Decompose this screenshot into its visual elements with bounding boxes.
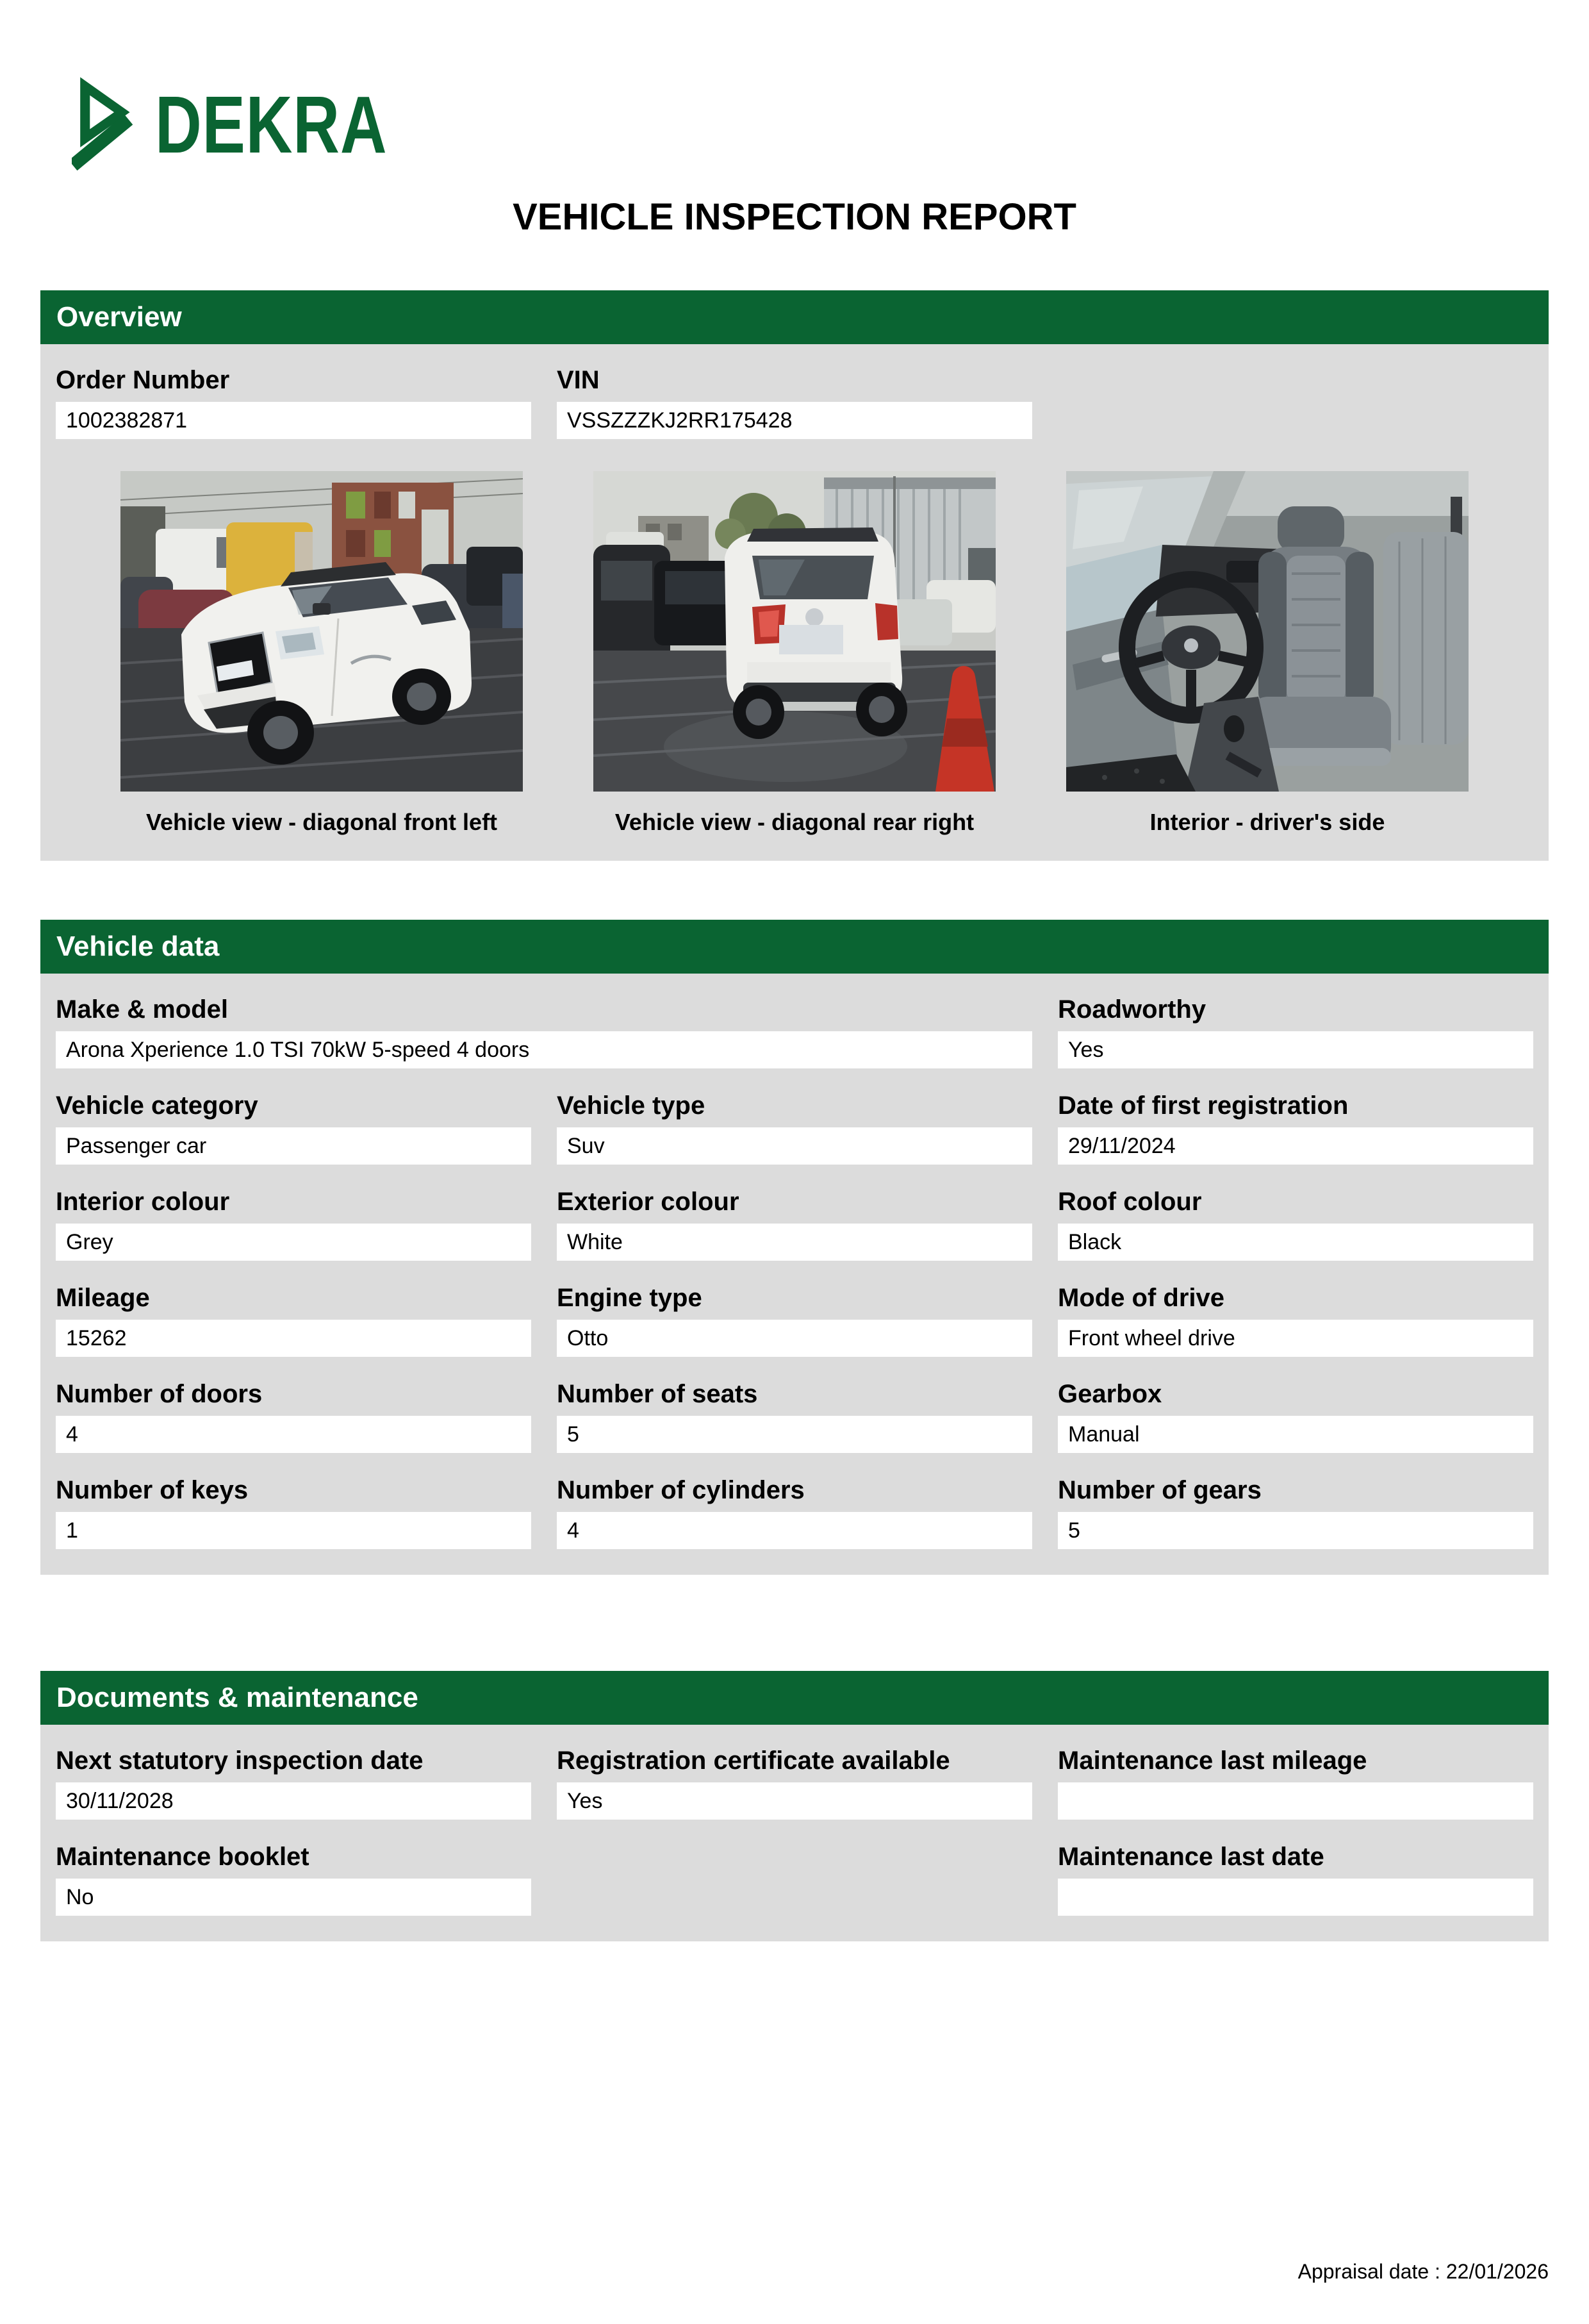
field-maintenance-last-mileage xyxy=(1058,1747,1533,1820)
field-mileage xyxy=(56,1284,531,1357)
field-label: Mileage xyxy=(56,1284,150,1312)
photo-caption: Interior - driver's side xyxy=(1149,809,1385,835)
field-label: Maintenance last date xyxy=(1058,1843,1324,1871)
field-engine-type xyxy=(557,1284,1032,1357)
photo-front-left-image xyxy=(120,471,523,792)
overview-header: Overview xyxy=(40,290,1549,344)
field-mode-of-drive xyxy=(1058,1284,1533,1357)
field-value: 5 xyxy=(557,1416,1032,1453)
field-value: Manual xyxy=(1058,1416,1533,1453)
vehicle-photos xyxy=(56,471,1533,792)
field-number-of-seats xyxy=(557,1380,1032,1453)
field-label: Order Number xyxy=(56,366,230,394)
field-label: Next statutory inspection date xyxy=(56,1747,424,1775)
section-documents-maintenance xyxy=(40,1671,1549,1941)
field-number-of-doors xyxy=(56,1380,531,1453)
field-value: Yes xyxy=(557,1782,1032,1820)
documents-body xyxy=(40,1725,1549,1941)
field-value: Front wheel drive xyxy=(1058,1320,1533,1357)
report-page xyxy=(40,76,1549,1941)
field-value: 4 xyxy=(56,1416,531,1453)
field-label: Roof colour xyxy=(1058,1188,1202,1216)
caption-row xyxy=(56,792,1533,835)
field-exterior-colour xyxy=(557,1188,1032,1261)
field-value: Arona Xperience 1.0 TSI 70kW 5-speed 4 doors xyxy=(56,1031,1032,1068)
field-value: Grey xyxy=(56,1224,531,1261)
vehicle-data-body xyxy=(40,974,1549,1575)
photo-interior xyxy=(1066,471,1469,792)
overview-body xyxy=(40,344,1549,861)
field-value: No xyxy=(56,1879,531,1916)
field-label: Number of doors xyxy=(56,1380,263,1408)
field-value: Black xyxy=(1058,1224,1533,1261)
field-vehicle-category xyxy=(56,1091,531,1165)
field-label: Engine type xyxy=(557,1284,702,1312)
field-label: Number of gears xyxy=(1058,1476,1262,1504)
documents-header: Documents & maintenance xyxy=(40,1671,1549,1725)
field-label: Number of keys xyxy=(56,1476,249,1504)
overview-fields xyxy=(56,366,1533,439)
photo-rear-right xyxy=(593,471,996,792)
photo-interior-image xyxy=(1066,471,1469,792)
field-value: 4 xyxy=(557,1512,1032,1549)
page-title: VEHICLE INSPECTION REPORT xyxy=(513,196,1076,238)
section-vehicle-data xyxy=(40,920,1549,1575)
field-label: VIN xyxy=(557,366,600,394)
field-roadworthy xyxy=(1058,995,1533,1068)
field-gearbox xyxy=(1058,1380,1533,1453)
field-label: Number of seats xyxy=(557,1380,758,1408)
photo-caption: Vehicle view - diagonal rear right xyxy=(614,809,975,835)
dekra-wordmark: DEKRA xyxy=(155,79,388,170)
field-first-registration xyxy=(1058,1091,1533,1165)
field-value: 29/11/2024 xyxy=(1058,1127,1533,1165)
field-value: 1002382871 xyxy=(56,402,531,439)
field-label: Vehicle type xyxy=(557,1091,705,1120)
field-label: Roadworthy xyxy=(1058,995,1206,1024)
photo-caption: Vehicle view - diagonal front left xyxy=(145,809,498,835)
field-label: Date of first registration xyxy=(1058,1091,1349,1120)
field-value xyxy=(1058,1879,1533,1916)
dekra-arrow-icon xyxy=(72,76,136,173)
field-label: Gearbox xyxy=(1058,1380,1162,1408)
photo-rear-right-image xyxy=(593,471,996,792)
field-label: Exterior colour xyxy=(557,1188,739,1216)
field-value: 30/11/2028 xyxy=(56,1782,531,1820)
field-value: 1 xyxy=(56,1512,531,1549)
field-label: Vehicle category xyxy=(56,1091,258,1120)
documents-fields xyxy=(56,1747,1533,1916)
field-value: White xyxy=(557,1224,1032,1261)
field-value: Passenger car xyxy=(56,1127,531,1165)
field-maintenance-booklet xyxy=(56,1843,531,1916)
photo-front-left xyxy=(120,471,523,792)
field-value: 5 xyxy=(1058,1512,1533,1549)
field-interior-colour xyxy=(56,1188,531,1261)
field-label: Maintenance booklet xyxy=(56,1843,309,1871)
field-value xyxy=(1058,1782,1533,1820)
field-make-model xyxy=(56,995,1032,1068)
field-value: Suv xyxy=(557,1127,1032,1165)
field-label: Interior colour xyxy=(56,1188,230,1216)
field-number-of-cylinders xyxy=(557,1476,1032,1549)
field-next-inspection-date xyxy=(56,1747,531,1820)
field-value: VSSZZZKJ2RR175428 xyxy=(557,402,1032,439)
field-vehicle-type xyxy=(557,1091,1032,1165)
field-value: 15262 xyxy=(56,1320,531,1357)
vehicle-data-header: Vehicle data xyxy=(40,920,1549,974)
field-label: Maintenance last mileage xyxy=(1058,1747,1367,1775)
field-value: Otto xyxy=(557,1320,1032,1357)
field-label: Number of cylinders xyxy=(557,1476,805,1504)
field-label: Registration certificate available xyxy=(557,1747,950,1775)
field-maintenance-last-date xyxy=(1058,1843,1533,1916)
vehicle-data-fields xyxy=(56,995,1533,1549)
field-label: Mode of drive xyxy=(1058,1284,1225,1312)
field-number-of-keys xyxy=(56,1476,531,1549)
field-roof-colour xyxy=(1058,1188,1533,1261)
dekra-logo xyxy=(72,76,1549,175)
field-vin xyxy=(557,366,1032,439)
field-registration-certificate xyxy=(557,1747,1032,1820)
field-number-of-gears xyxy=(1058,1476,1533,1549)
field-label: Make & model xyxy=(56,995,228,1024)
appraisal-date: Appraisal date : 22/01/2026 xyxy=(1297,2260,1549,2283)
field-value: Yes xyxy=(1058,1031,1533,1068)
field-order-number xyxy=(56,366,531,439)
section-overview xyxy=(40,290,1549,861)
